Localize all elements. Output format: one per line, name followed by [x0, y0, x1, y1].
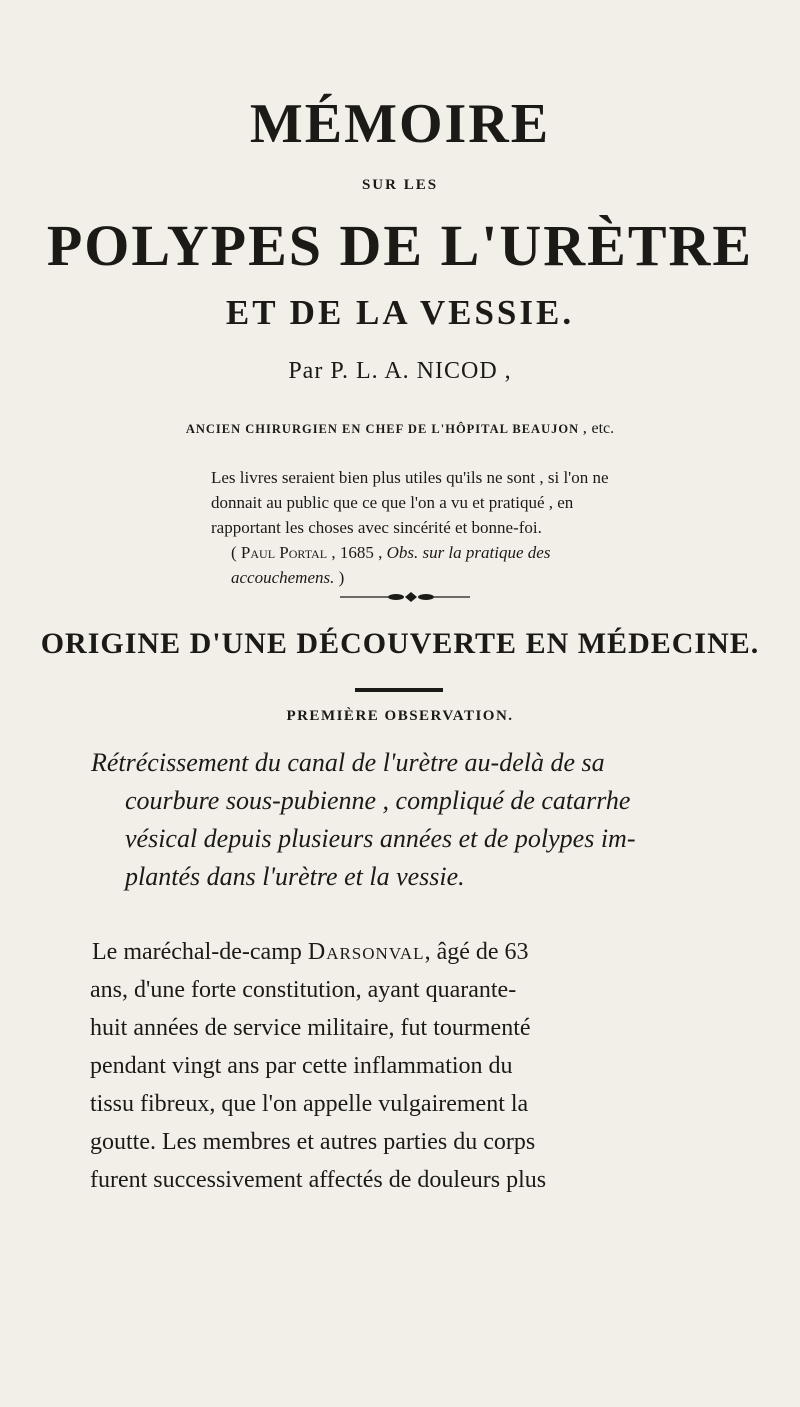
epigraph-line: donnait au public que ce que l'on a vu et pratiqué , en [211, 493, 574, 512]
source-year: , 1685 , [327, 543, 387, 562]
body-line: pendant vingt ans par cette inflammation du [90, 1053, 513, 1079]
epigraph-line: Les livres seraient bien plus utiles qu'ils ne sont , si l'on ne [211, 468, 609, 487]
body-line [90, 933, 730, 971]
author-line: Par P. L. A. NICOD , [288, 358, 512, 384]
body-text-prefix: Le maréchal-de-camp [92, 939, 308, 965]
ornament-divider [340, 590, 470, 604]
source-work: Obs. sur la pratique des [386, 543, 551, 562]
section-heading: ORIGINE D'UNE DÉCOUVERTE EN MÉDECINE. [40, 627, 760, 660]
person-name: Darsonval [307, 939, 425, 965]
author-role-etc: etc. [591, 420, 615, 437]
title-memoire: MÉMOIRE [249, 93, 551, 155]
epigraph-line: rapportant les choses avec sincérité et bonne-foi. [211, 518, 542, 537]
body-line: goutte. Les membres et autres parties du corps [90, 1129, 536, 1155]
summary-line: plantés dans l'urètre et la vessie. [125, 862, 465, 891]
source-work-cont: accouchemens. [231, 568, 335, 587]
summary-line: vésical depuis plusieurs années et de polypes im- [125, 824, 636, 853]
body-line: huit années de service militaire, fut tourmenté [90, 1015, 531, 1041]
section-subheading: PREMIÈRE OBSERVATION. [286, 708, 514, 724]
body-line: ans, d'une forte constitution, ayant quarante- [90, 977, 517, 1003]
body-text-suffix: , âgé de 63 [424, 939, 529, 965]
title-sur-les: SUR LES [361, 177, 439, 193]
epigraph-source-cont [211, 565, 751, 590]
title-polypes: POLYPES DE L'URÈTRE [46, 213, 754, 278]
paren-close: ) [334, 568, 345, 587]
title-et-vessie: ET DE LA VESSIE. [225, 293, 575, 332]
epigraph-source [211, 540, 751, 565]
body-line: tissu fibreux, que l'on appelle vulgairement la [90, 1091, 529, 1117]
author-role [0, 420, 800, 438]
source-author: Paul Portal [240, 543, 328, 562]
epigraph [211, 465, 751, 590]
paren-open: ( [231, 543, 241, 562]
summary-line: Rétrécissement du canal de l'urètre au-delà de sa [91, 748, 605, 777]
body-paragraph [90, 933, 730, 1199]
body-line: furent successivement affectés de douleurs plus [90, 1167, 547, 1193]
summary-line: courbure sous-pubienne , compliqué de catarrhe [125, 786, 631, 815]
author-role-text: ANCIEN CHIRURGIEN EN CHEF DE L'HÔPITAL BEAUJON , [185, 422, 588, 436]
observation-summary [91, 744, 731, 896]
heading-rule [355, 688, 443, 692]
